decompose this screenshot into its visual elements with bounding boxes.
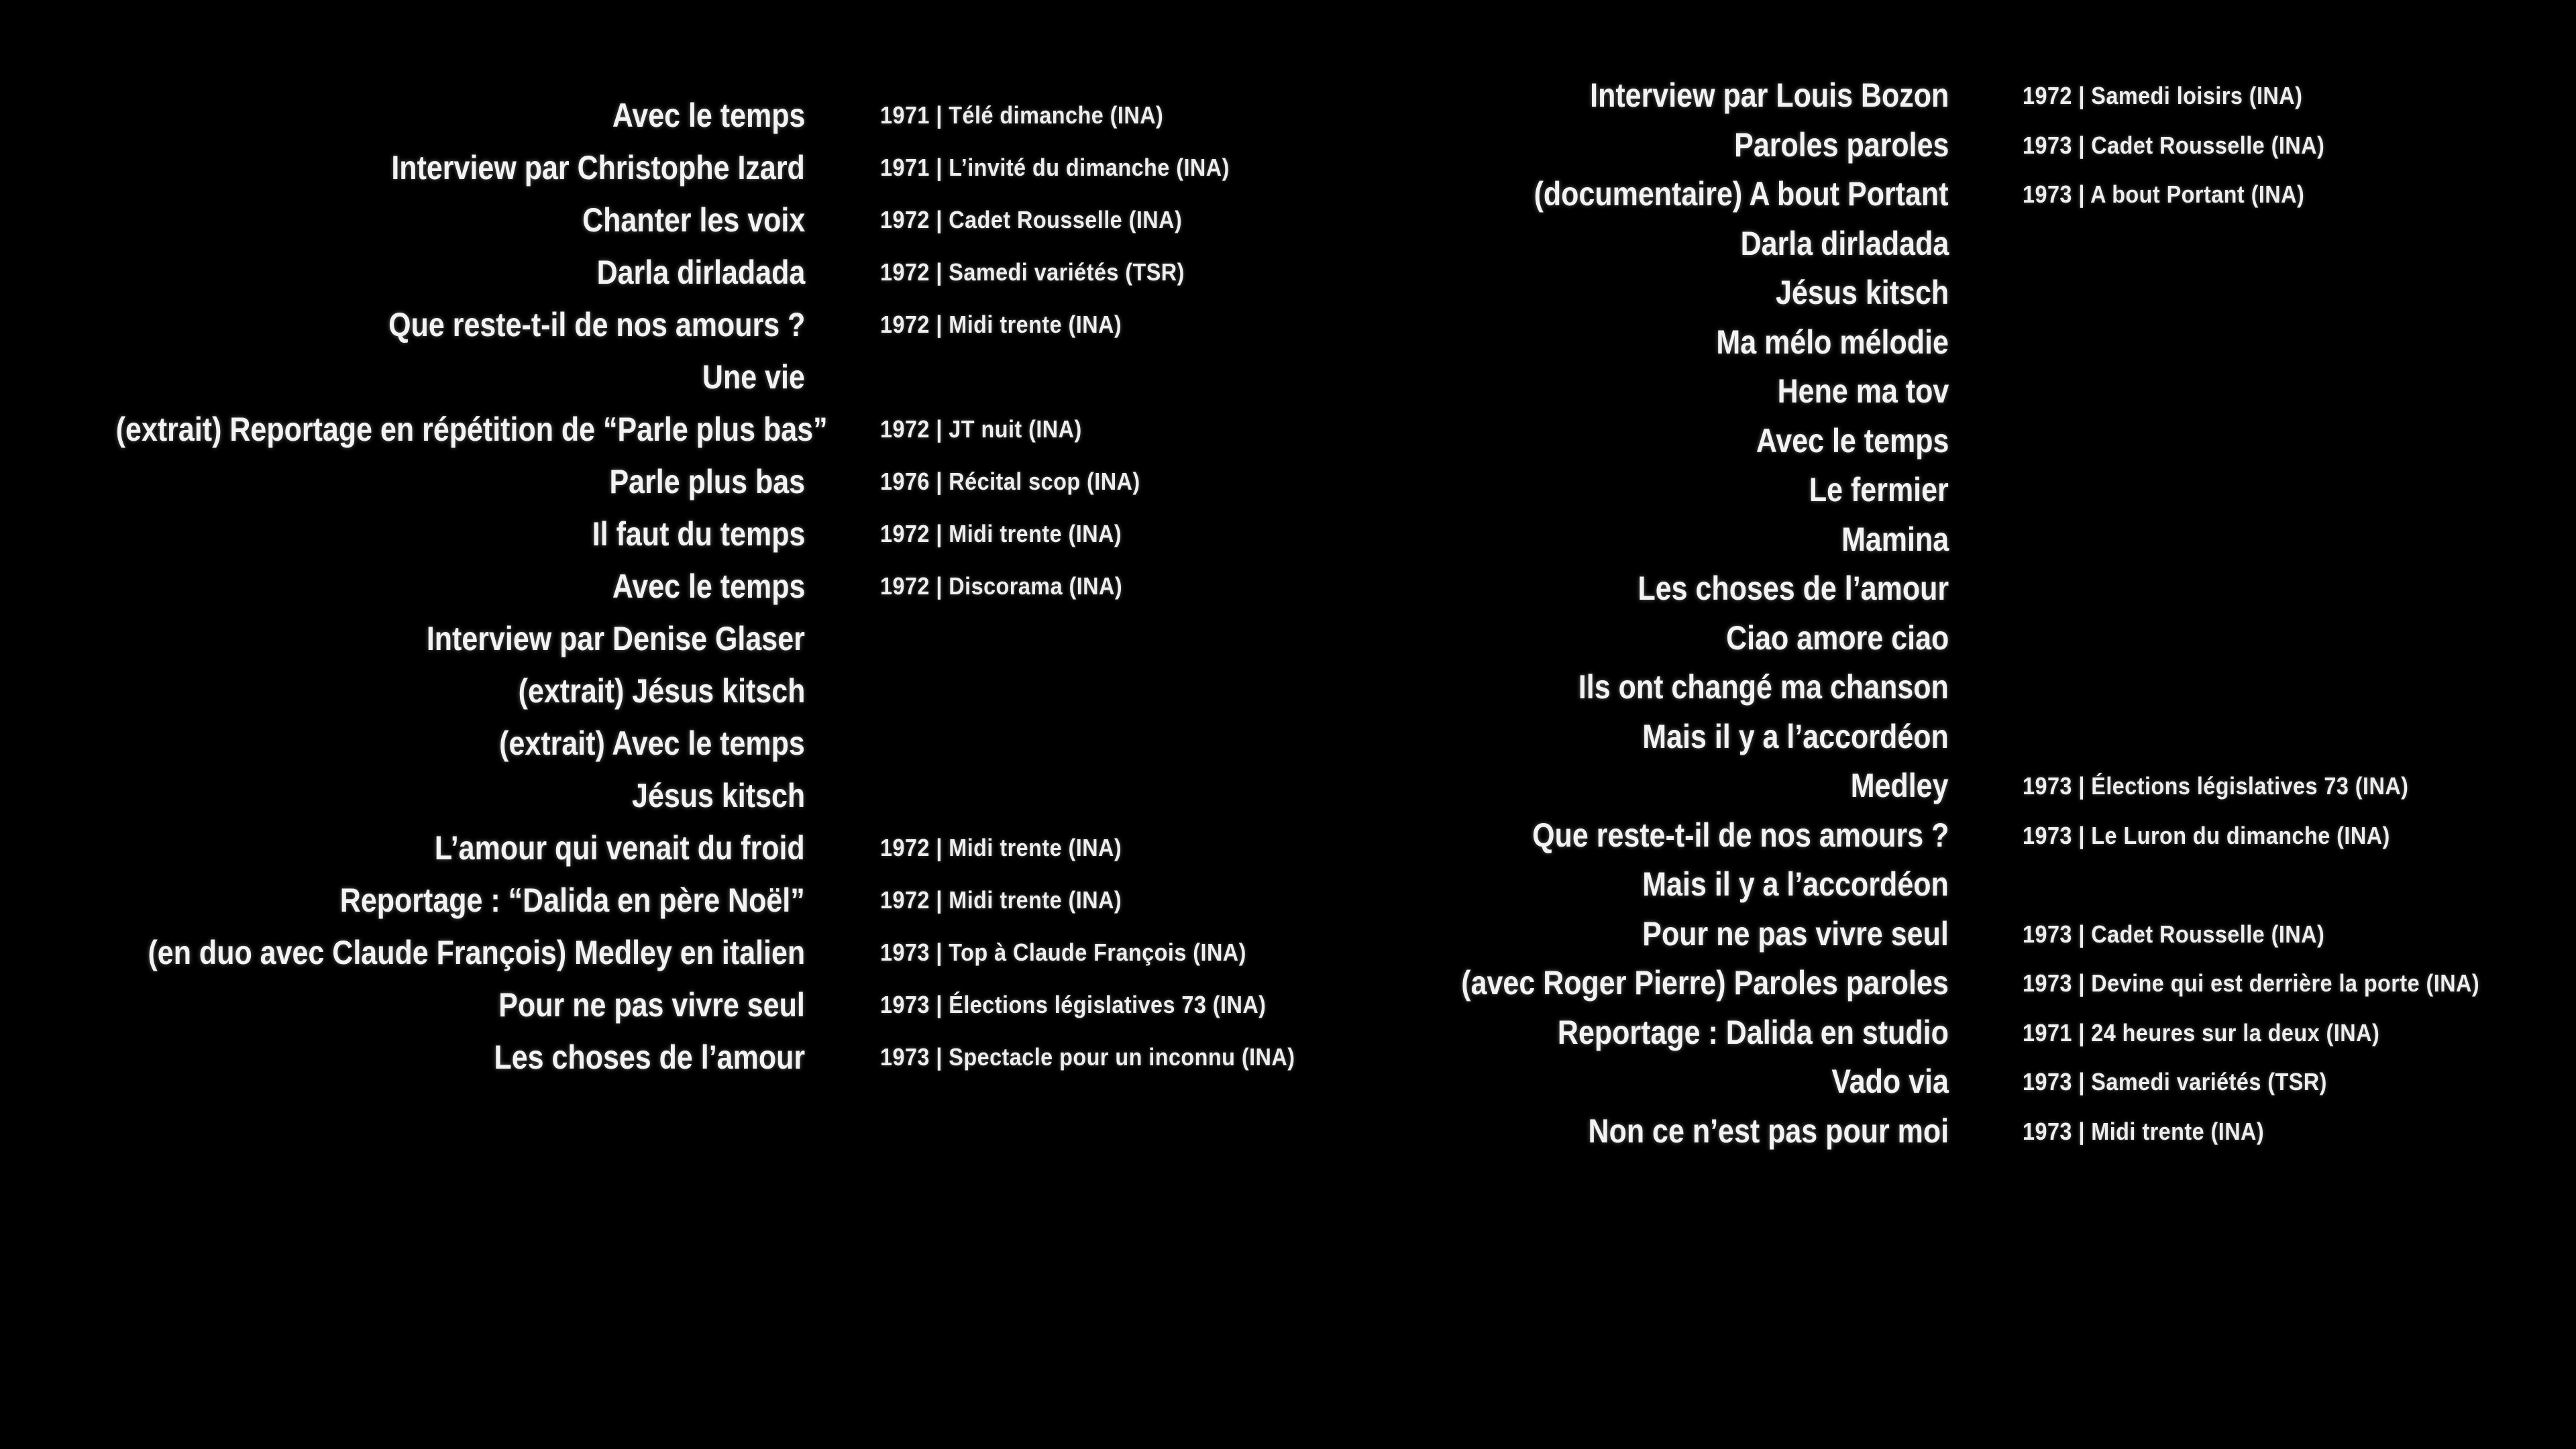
track-title: Pour ne pas vivre seul xyxy=(1642,914,1949,953)
track-title: (documentaire) A bout Portant xyxy=(1534,175,1949,213)
track-title: Chanter les voix xyxy=(582,201,805,239)
track-source: 1973 | Élections législatives 73 (INA) xyxy=(2023,772,2409,800)
right-track-title-list xyxy=(1140,71,1949,1156)
track-source: 1976 | Récital scop (INA) xyxy=(880,468,1140,495)
track-title-row xyxy=(0,142,805,194)
track-source-row xyxy=(2023,268,2576,318)
track-source-row xyxy=(2023,564,2576,614)
track-source: 1973 | Cadet Rousselle (INA) xyxy=(2023,131,2325,159)
track-title: Jésus kitsch xyxy=(631,777,805,814)
track-title: (avec Roger Pierre) Paroles paroles xyxy=(1461,964,1949,1002)
track-title: Les choses de l’amour xyxy=(1638,570,1949,607)
track-source: 1972 | Samedi loisirs (INA) xyxy=(2023,82,2303,109)
track-title: Medley xyxy=(1851,767,1949,804)
track-source-row xyxy=(2023,466,2576,515)
track-title-row xyxy=(1140,712,1949,762)
track-title: Jésus kitsch xyxy=(1775,274,1949,311)
track-title-row xyxy=(0,717,805,769)
track-source-row xyxy=(2023,219,2576,269)
track-source: 1971 | 24 heures sur la deux (INA) xyxy=(2023,1018,2380,1046)
track-title-row xyxy=(0,612,805,665)
track-source: 1972 | Samedi variétés (TSR) xyxy=(880,258,1185,286)
track-title-row xyxy=(1140,811,1949,861)
track-title: Reportage : Dalida en studio xyxy=(1558,1013,1949,1051)
track-title: Darla dirladada xyxy=(596,254,805,291)
track-source-row xyxy=(2023,318,2576,368)
right-track-source-list xyxy=(2023,71,2576,1156)
track-title-row xyxy=(1140,515,1949,565)
track-title: Que reste-t-il de nos amours ? xyxy=(388,306,805,343)
track-title: Que reste-t-il de nos amours ? xyxy=(1532,816,1949,854)
track-title-row xyxy=(0,874,805,926)
track-source: 1972 | Midi trente (INA) xyxy=(880,886,1122,914)
track-title-row xyxy=(0,194,805,246)
track-title: Les choses de l’amour xyxy=(494,1038,805,1076)
track-source-row xyxy=(2023,1057,2576,1107)
track-title-row xyxy=(1140,318,1949,368)
track-title-row xyxy=(1140,564,1949,614)
track-title: Il faut du temps xyxy=(592,515,805,553)
track-title-row xyxy=(0,665,805,717)
track-title-row xyxy=(1140,71,1949,121)
track-title-row xyxy=(1140,268,1949,318)
track-title-row xyxy=(1140,1057,1949,1107)
track-title-row xyxy=(1140,219,1949,269)
track-source-row xyxy=(2023,1107,2576,1157)
track-title-row xyxy=(0,926,805,979)
left-track-title-list xyxy=(0,89,828,1083)
track-source-row xyxy=(2023,860,2576,910)
track-title: Paroles paroles xyxy=(1733,125,1949,164)
track-source: 1971 | Télé dimanche (INA) xyxy=(880,101,1164,129)
track-source: 1973 | A bout Portant (INA) xyxy=(2023,180,2305,208)
track-source-row xyxy=(2023,71,2576,121)
track-source-row xyxy=(2023,1008,2576,1058)
track-source: 1973 | Devine qui est derrière la porte (INA) xyxy=(2023,969,2480,997)
track-title-row xyxy=(0,979,805,1031)
track-title: Avec le temps xyxy=(612,568,805,605)
track-title-row xyxy=(1140,1107,1949,1157)
track-source-row xyxy=(2023,910,2576,959)
track-source: 1973 | Top à Claude François (INA) xyxy=(880,938,1246,966)
track-title: Ils ont changé ma chanson xyxy=(1578,668,1949,706)
track-title: Mamina xyxy=(1841,520,1949,558)
track-source-row xyxy=(2023,367,2576,417)
track-source: 1973 | Midi trente (INA) xyxy=(2023,1117,2265,1145)
track-source: 1973 | Samedi variétés (TSR) xyxy=(2023,1068,2327,1095)
track-title: Le fermier xyxy=(1809,471,1949,508)
track-title: Ciao amore ciao xyxy=(1725,619,1949,657)
track-title-row xyxy=(0,403,828,455)
track-title: (en duo avec Claude François) Medley en italien xyxy=(148,934,805,971)
track-title: L’amour qui venait du froid xyxy=(435,829,805,867)
track-source: 1973 | Le Luron du dimanche (INA) xyxy=(2023,821,2390,849)
track-title-row xyxy=(1140,910,1949,959)
track-title-row xyxy=(0,299,805,351)
track-source: 1971 | L’invité du dimanche (INA) xyxy=(880,154,1230,181)
track-title-row xyxy=(0,351,805,403)
track-source-row xyxy=(2023,663,2576,712)
track-title: Mais il y a l’accordéon xyxy=(1642,717,1949,755)
track-title-row xyxy=(0,1031,805,1083)
track-title: Ma mélo mélodie xyxy=(1716,323,1949,361)
track-title-row xyxy=(1140,1008,1949,1058)
track-title: Mais il y a l’accordéon xyxy=(1642,865,1949,903)
track-title-row xyxy=(0,89,805,142)
track-source-row xyxy=(2023,959,2576,1008)
track-source: 1972 | JT nuit (INA) xyxy=(880,415,1082,443)
track-title: Non ce n’est pas pour moi xyxy=(1588,1112,1949,1150)
track-title-row xyxy=(0,822,805,874)
track-title: Darla dirladada xyxy=(1740,224,1949,262)
track-title: Parle plus bas xyxy=(609,463,805,500)
track-source-row xyxy=(2023,121,2576,170)
track-source: 1973 | Élections législatives 73 (INA) xyxy=(880,991,1267,1018)
track-title-row xyxy=(1140,170,1949,219)
track-source: 1972 | Cadet Rousselle (INA) xyxy=(880,206,1183,233)
track-title-row xyxy=(1140,663,1949,712)
track-title: Pour ne pas vivre seul xyxy=(498,986,805,1024)
track-title: Interview par Christophe Izard xyxy=(391,149,805,186)
track-title-row xyxy=(1140,121,1949,170)
track-source-row xyxy=(2023,417,2576,466)
track-title-row xyxy=(0,769,805,822)
track-source: 1972 | Midi trente (INA) xyxy=(880,834,1122,861)
track-source: 1973 | Spectacle pour un inconnu (INA) xyxy=(880,1043,1295,1071)
track-title: Une vie xyxy=(702,358,805,396)
track-title-row xyxy=(1140,761,1949,811)
track-title-row xyxy=(1140,417,1949,466)
track-source: 1972 | Midi trente (INA) xyxy=(880,520,1122,547)
track-source-row xyxy=(2023,811,2576,861)
track-title-row xyxy=(1140,614,1949,663)
track-source-row xyxy=(2023,515,2576,565)
track-title: Interview par Denise Glaser xyxy=(426,620,805,657)
track-title: (extrait) Reportage en répétition de “Parle plus bas” xyxy=(115,411,828,448)
track-title-row xyxy=(1140,959,1949,1008)
track-title: Hene ma tov xyxy=(1777,372,1949,410)
track-title: Vado via xyxy=(1831,1063,1949,1100)
track-source: 1973 | Cadet Rousselle (INA) xyxy=(2023,920,2325,948)
track-title: Avec le temps xyxy=(612,97,805,134)
track-source-row xyxy=(2023,614,2576,663)
track-title-row xyxy=(0,560,805,612)
track-title: (extrait) Avec le temps xyxy=(499,724,805,762)
track-source: 1972 | Discorama (INA) xyxy=(880,572,1123,600)
track-title: Interview par Louis Bozon xyxy=(1589,76,1949,114)
track-title-row xyxy=(1140,466,1949,515)
track-title-row xyxy=(0,246,805,299)
track-title: Avec le temps xyxy=(1756,421,1949,460)
track-title: Reportage : “Dalida en père Noël” xyxy=(340,881,805,919)
track-source-row xyxy=(2023,712,2576,762)
track-title: (extrait) Jésus kitsch xyxy=(518,672,805,710)
track-source-row xyxy=(2023,761,2576,811)
track-source: 1972 | Midi trente (INA) xyxy=(880,311,1122,338)
track-title-row xyxy=(1140,367,1949,417)
track-title-row xyxy=(0,455,805,508)
track-source-row xyxy=(2023,170,2576,219)
track-title-row xyxy=(0,508,805,560)
track-title-row xyxy=(1140,860,1949,910)
